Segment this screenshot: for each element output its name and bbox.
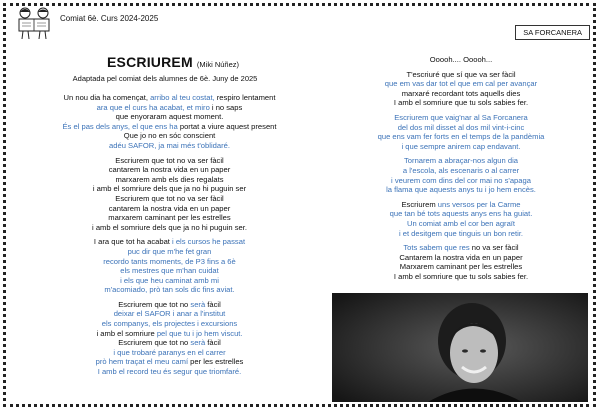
lyrics-segment: I ara que tot ha acabat bbox=[93, 237, 173, 247]
lyrics-segment: Escriurem bbox=[401, 199, 438, 209]
lyrics-segment: que enyoraram aquest moment. bbox=[115, 112, 224, 122]
lyrics-segment: Escriurem que tot no va ser fàcil bbox=[115, 193, 224, 203]
kids-reading-illustration bbox=[14, 6, 54, 40]
lyrics-right-column bbox=[330, 55, 592, 286]
lyrics-line bbox=[12, 257, 327, 267]
lyrics-segment: prò hem traçat el meu camí bbox=[95, 357, 191, 367]
lyrics-line bbox=[12, 266, 327, 276]
lyrics-segment: i que trobaré paranys en el carrer bbox=[113, 347, 226, 357]
song-author: (Miki Núñez) bbox=[196, 60, 239, 69]
lyrics-line bbox=[12, 237, 327, 247]
lyrics-segment: marxaré recordant tots aquells dies bbox=[401, 88, 521, 98]
course-header: Comiat 6è. Curs 2024-2025 bbox=[60, 14, 159, 23]
lyrics-segment: Un comiat amb el cor ben agraït bbox=[406, 218, 516, 228]
lyrics-segment: Un nou dia ha començat, bbox=[63, 93, 151, 102]
lyrics-line bbox=[12, 184, 327, 194]
lyrics-stanza bbox=[12, 300, 327, 377]
lyrics-segment: i que sempre anirem cap endavant. bbox=[401, 141, 521, 151]
lyrics-line bbox=[330, 176, 592, 186]
lyrics-line bbox=[330, 70, 592, 80]
lyrics-segment: i amb el somriure bbox=[96, 328, 157, 338]
lyrics-line bbox=[12, 141, 327, 151]
lyrics-segment: els mestres que m'han cuidat bbox=[120, 266, 219, 276]
lyrics-segment: ara que el curs ha acabat, et miro bbox=[96, 102, 212, 112]
lyrics-segment: Marxarem caminant per les estrelles bbox=[399, 262, 523, 272]
lyrics-line bbox=[330, 209, 592, 219]
lyrics-segment: marxarem caminant per les estrelles bbox=[108, 213, 231, 223]
lyrics-line bbox=[12, 329, 327, 339]
lyrics-line bbox=[330, 79, 592, 89]
lyrics-line bbox=[12, 204, 327, 214]
lyrics-segment: T'escriuré que sí que va ser fàcil bbox=[406, 69, 516, 79]
lyrics-line bbox=[330, 243, 592, 253]
lyrics-segment: i veurem com dins del cor mai no s'apaga bbox=[391, 175, 531, 185]
lyrics-line bbox=[330, 142, 592, 152]
lyrics-segment: puc dir que m'he fet gran bbox=[127, 246, 212, 256]
lyrics-line bbox=[12, 300, 327, 310]
lyrics-line bbox=[330, 113, 592, 123]
lyrics-segment: m'acomiado, prò tan sols dic fins aviat. bbox=[104, 285, 235, 295]
lyrics-line bbox=[12, 276, 327, 286]
lyrics-line bbox=[330, 185, 592, 195]
lyrics-segment: i amb el somriure dels que ja no hi puguin ser. bbox=[92, 222, 247, 232]
lyrics-segment: no va ser fàcil bbox=[471, 243, 519, 253]
lyrics-line bbox=[12, 247, 327, 257]
lyrics-segment: la flama que aquests anys tu i jo hem encès. bbox=[386, 185, 536, 195]
lyrics-segment: marxarem amb els dies regalats bbox=[115, 174, 224, 184]
lyrics-segment: respiro bbox=[216, 93, 243, 102]
lyrics-segment: cantarem la nostra vida en un paper bbox=[108, 165, 231, 175]
lyrics-stanza bbox=[12, 156, 327, 233]
lyrics-stanza bbox=[330, 200, 592, 238]
song-title-text: ESCRIUREM bbox=[107, 54, 193, 70]
lyrics-segment: portat a viure aquest present bbox=[179, 121, 277, 131]
lyrics-line bbox=[12, 194, 327, 204]
lyrics-segment: i et desitgem que tinguis un bon retir. bbox=[398, 228, 524, 238]
lyrics-segment: I amb el somriure que tu sols sabies fer. bbox=[393, 271, 529, 281]
lyrics-segment: i els cursos he passat bbox=[172, 237, 246, 247]
song-subtitle: Adaptada pel comiat dels alumnes de 6è. Juny de 2025 bbox=[72, 74, 258, 83]
lyrics-segment: cantarem la nostra vida en un paper bbox=[108, 203, 231, 213]
school-badge: SA FORCANERA bbox=[515, 25, 590, 40]
lyrics-line bbox=[12, 319, 327, 329]
lyrics-stanza bbox=[330, 156, 592, 194]
lyrics-line bbox=[12, 348, 327, 358]
lyrics-line bbox=[12, 165, 327, 175]
lyrics-stanza bbox=[330, 70, 592, 108]
lyrics-line bbox=[330, 272, 592, 282]
lyrics-segment: serà bbox=[190, 299, 208, 309]
lyrics-line bbox=[330, 98, 592, 108]
lyrics-line bbox=[330, 219, 592, 229]
lyrics-segment: És el pas dels anys, el que ens ha bbox=[62, 121, 180, 131]
lyrics-line bbox=[12, 156, 327, 166]
lyrics-line bbox=[330, 89, 592, 99]
lyrics-segment: Escriurem que tot no bbox=[118, 299, 191, 309]
lyrics-stanza bbox=[12, 93, 327, 151]
lyrics-segment: fàcil bbox=[207, 338, 221, 348]
lyrics-line bbox=[12, 223, 327, 233]
lyrics-stanza bbox=[330, 243, 592, 281]
lyrics-segment: Tots sabem que res bbox=[403, 243, 472, 253]
lyrics-segment: Cantarem la nostra vida en un paper bbox=[399, 252, 523, 262]
lyrics-line bbox=[330, 253, 592, 263]
lyrics-line bbox=[12, 131, 327, 141]
lyrics-line bbox=[12, 103, 327, 113]
lyrics-line bbox=[12, 338, 327, 348]
lyrics-segment: i no saps bbox=[211, 102, 243, 112]
lyrics-stanza bbox=[330, 55, 592, 65]
lyrics-line bbox=[12, 367, 327, 377]
singer-photo bbox=[332, 293, 588, 402]
lyrics-line bbox=[12, 357, 327, 367]
lyrics-line bbox=[12, 112, 327, 122]
lyrics-segment: que ens vam fer forts en el temps de la pandèmia bbox=[377, 132, 545, 142]
lyrics-segment: Escriurem que tot no va ser fàcil bbox=[115, 155, 224, 165]
lyrics-segment: que tan bé tots aquests anys ens ha guiat. bbox=[389, 209, 533, 219]
lyrics-segment: pel que tu i jo hem viscut. bbox=[156, 328, 243, 338]
song-title bbox=[107, 54, 239, 70]
lyrics-line bbox=[12, 285, 327, 295]
lyrics-stanza bbox=[12, 237, 327, 295]
lyrics-segment: Escriurem que vaig'nar al Sa Forcanera bbox=[394, 112, 528, 122]
lyrics-stanza bbox=[330, 113, 592, 151]
lyrics-line bbox=[330, 262, 592, 272]
lyrics-line bbox=[330, 166, 592, 176]
lyrics-segment: Tornarem a abraçar-nos algun dia bbox=[404, 156, 518, 166]
lyrics-segment: I amb el record teu és segur que triomfaré. bbox=[97, 367, 242, 377]
lyrics-line bbox=[330, 229, 592, 239]
lyrics-line bbox=[12, 175, 327, 185]
lyrics-line bbox=[12, 93, 327, 103]
lyrics-segment: fàcil bbox=[207, 299, 221, 309]
lyrics-segment: uns versos per la Carme bbox=[437, 199, 521, 209]
lyrics-segment: deixar el SAFOR i anar a l'institut bbox=[113, 309, 226, 319]
lyrics-segment: lentament bbox=[242, 93, 276, 102]
lyrics-line bbox=[330, 132, 592, 142]
lyrics-segment: per les estrelles bbox=[190, 357, 244, 367]
lyrics-segment: arribo al teu costat, bbox=[150, 93, 217, 102]
lyrics-segment: i amb el somriure dels que ja no hi puguin ser bbox=[92, 184, 247, 194]
lyrics-segment: a l'escola, als escenaris o al carrer bbox=[402, 165, 520, 175]
lyrics-segment: que em vas dar tot el que em cal per avançar bbox=[384, 79, 538, 89]
lyrics-line bbox=[12, 309, 327, 319]
lyrics-segment: recordo tants moments, de P3 fins a 6è bbox=[103, 256, 236, 266]
lyrics-line bbox=[330, 55, 592, 65]
lyrics-line bbox=[330, 123, 592, 133]
lyrics-segment: I amb el somriure que tu sols sabies fer. bbox=[393, 98, 529, 108]
lyrics-segment: Escriurem que tot no bbox=[118, 338, 191, 348]
lyrics-line bbox=[12, 122, 327, 132]
lyrics-line bbox=[330, 156, 592, 166]
lyrics-segment: adéu SAFOR, ja mai més t'oblidaré. bbox=[109, 140, 230, 150]
lyrics-segment: i els que heu caminat amb mi bbox=[120, 275, 219, 285]
lyrics-line bbox=[12, 213, 327, 223]
lyrics-segment: Que jo no en sóc conscient bbox=[123, 131, 216, 141]
lyrics-segment: serà bbox=[190, 338, 208, 348]
lyrics-segment: Ooooh.... Ooooh... bbox=[429, 55, 493, 64]
lyrics-segment: els companys, els projectes i excursions bbox=[101, 319, 238, 329]
lyrics-segment: del dos mil disset al dos mil vint-i-cinc bbox=[397, 122, 525, 132]
lyrics-line bbox=[330, 200, 592, 210]
lyrics-left-column bbox=[12, 93, 327, 382]
